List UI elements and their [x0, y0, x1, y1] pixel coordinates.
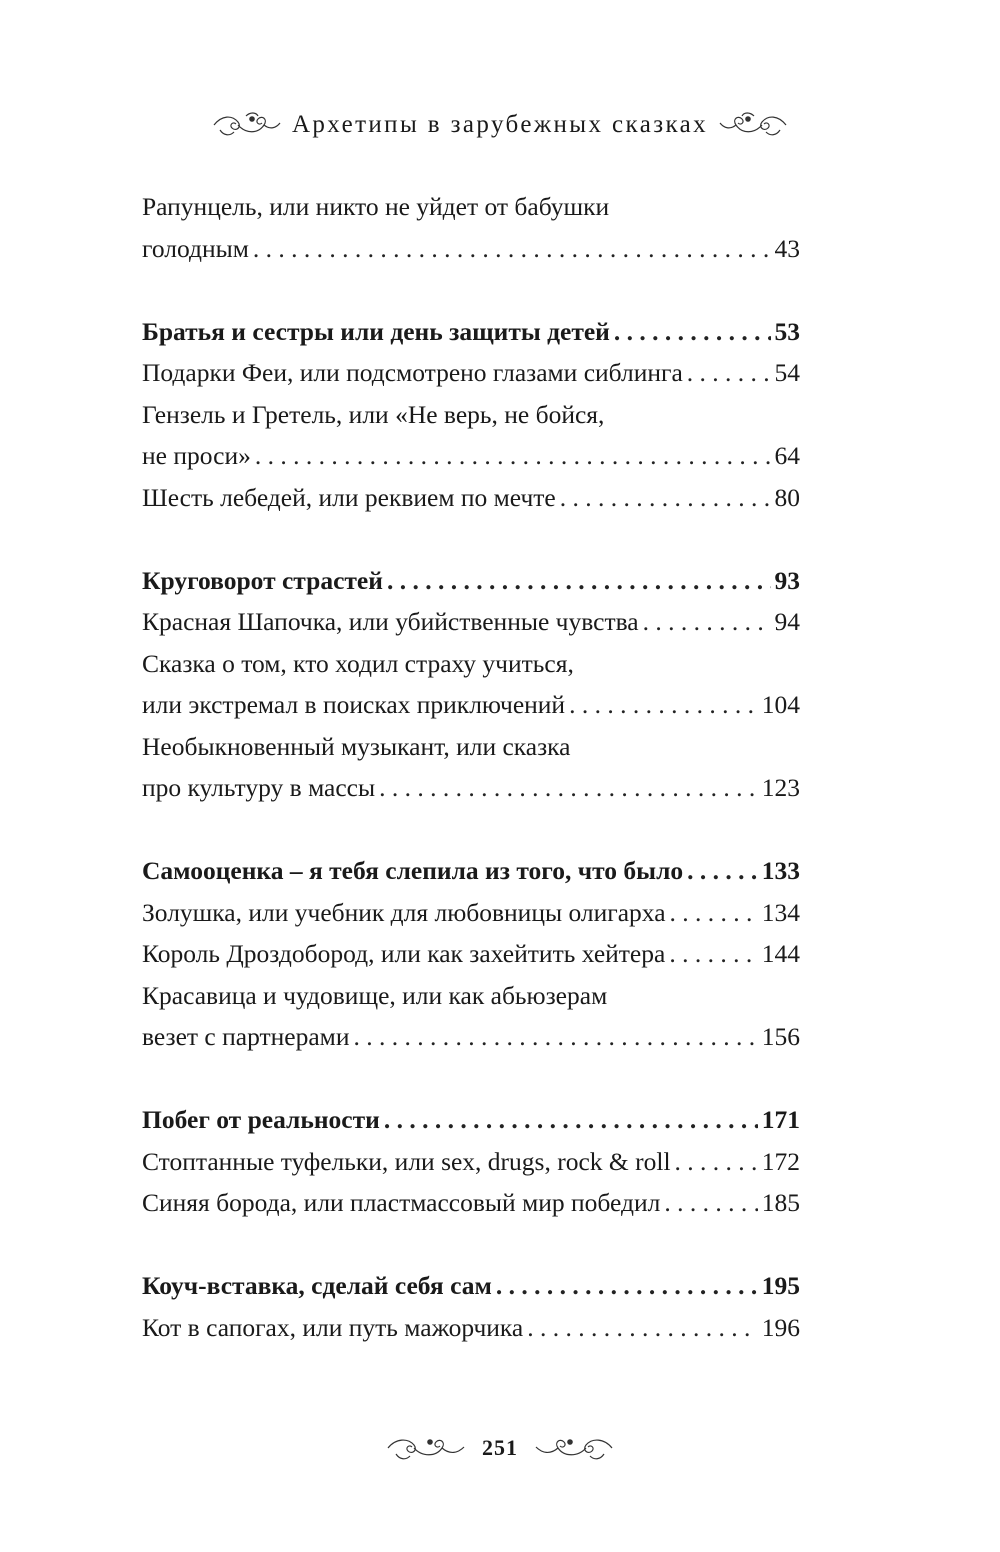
- toc-entry: [142, 892, 800, 934]
- dot-leader: [643, 601, 771, 643]
- toc-entry: [142, 394, 800, 436]
- toc-entry: [142, 1016, 800, 1058]
- dot-leader: [687, 352, 771, 394]
- ornament-left-icon: [212, 110, 282, 140]
- toc-page-number: 64: [774, 441, 800, 470]
- toc-section-heading: [142, 850, 800, 892]
- toc-entry-title: или экстремал в поисках приключений: [142, 690, 566, 719]
- toc-entry: [142, 975, 800, 1017]
- section-spacer: [142, 809, 800, 851]
- dot-leader: [253, 228, 771, 270]
- toc-entry-title: Стоптанные туфельки, или sex, drugs, rock & roll: [142, 1146, 671, 1176]
- toc-entry-title: Гензель и Гретель, или «Не верь, не бойся,: [142, 399, 605, 429]
- dot-leader: [387, 560, 771, 602]
- toc-entry-title: везет с партнерами: [142, 1022, 350, 1051]
- dot-leader: [675, 1141, 758, 1183]
- toc-entry-title: Шесть лебедей, или реквием по мечте: [142, 482, 556, 512]
- dot-leader: [670, 892, 758, 934]
- toc-entry-title: голодным: [142, 233, 249, 263]
- section-spacer: [142, 1224, 800, 1266]
- toc-entry: [142, 352, 800, 394]
- toc-entry: [142, 435, 800, 477]
- toc-entry-title: про культуру в массы: [142, 773, 376, 802]
- toc-page-number: 93: [774, 565, 800, 595]
- toc-entry: [142, 1141, 800, 1183]
- page-footer: [0, 1428, 1000, 1468]
- toc-entry: [142, 726, 800, 768]
- toc-page-number: 134: [761, 897, 800, 927]
- toc-entry: [142, 933, 800, 975]
- running-header: [0, 100, 1000, 150]
- ornament-right-icon: [534, 1433, 614, 1463]
- dot-leader: [353, 1016, 757, 1058]
- toc-entry: [142, 477, 800, 519]
- toc-page-number: 54: [774, 358, 800, 387]
- page-number: 251: [482, 1435, 518, 1460]
- toc-page-number: 195: [761, 1271, 800, 1300]
- dot-leader: [569, 684, 758, 726]
- toc-entry-title: Красавица и чудовище, или как абьюзерам: [142, 980, 608, 1010]
- ornament-left-icon: [386, 1433, 466, 1463]
- toc-entry: [142, 767, 800, 809]
- toc-page-number: 94: [774, 607, 800, 636]
- toc-page-number: 144: [761, 939, 800, 968]
- toc-page-number: 43: [774, 233, 800, 263]
- toc-page-number: 196: [761, 1312, 800, 1342]
- section-spacer: [142, 1058, 800, 1100]
- toc-page-number: 80: [774, 482, 800, 512]
- toc-entry-title: Самооценка – я тебя слепила из того, что было: [142, 856, 684, 885]
- toc-entry-title: Братья и сестры или день защиты детей: [142, 316, 610, 346]
- dot-leader: [527, 1307, 758, 1349]
- dot-leader: [560, 477, 771, 519]
- toc-page-number: 172: [761, 1146, 800, 1176]
- toc-entry-title: Побег от реальности: [142, 1105, 380, 1134]
- toc-entry-title: Необыкновенный музыкант, или сказка: [142, 731, 571, 761]
- section-spacer: [142, 518, 800, 560]
- toc-entry: [142, 228, 800, 270]
- dot-leader: [379, 767, 758, 809]
- toc-section-heading: [142, 1265, 800, 1307]
- header-title: Архетипы в зарубежных сказках: [291, 111, 709, 138]
- toc-page-number: 156: [761, 1022, 800, 1051]
- dot-leader: [614, 311, 771, 353]
- toc-entry: [142, 684, 800, 726]
- toc-entry-title: Сказка о том, кто ходил страху учиться,: [142, 648, 574, 678]
- dot-leader: [664, 1182, 757, 1224]
- toc-entry-title: Красная Шапочка, или убийственные чувства: [142, 607, 639, 636]
- toc-entry: [142, 1182, 800, 1224]
- toc-entry-title: Золушка, или учебник для любовницы олигарха: [142, 897, 666, 927]
- toc-entry-title: не проси»: [142, 441, 251, 470]
- toc-entry: [142, 186, 800, 228]
- toc-section-heading: [142, 311, 800, 353]
- dot-leader: [255, 435, 771, 477]
- toc-section-heading: [142, 560, 800, 602]
- toc-page-number: 185: [761, 1188, 800, 1217]
- toc-section-heading: [142, 1099, 800, 1141]
- toc-entry-title: Король Дроздобород, или как захейтить хейтера: [142, 939, 666, 968]
- toc-entry: [142, 1307, 800, 1349]
- toc-entry: [142, 601, 800, 643]
- toc-entry-title: Рапунцель, или никто не уйдет от бабушки: [142, 192, 610, 221]
- toc-entry-title: Кот в сапогах, или путь мажорчика: [142, 1312, 524, 1342]
- dot-leader: [687, 850, 758, 892]
- dot-leader: [669, 933, 757, 975]
- dot-leader: [496, 1265, 758, 1307]
- toc-page-number: 171: [761, 1105, 800, 1134]
- toc-entry-title: Подарки Феи, или подсмотрено глазами сиблинга: [142, 358, 683, 387]
- toc-page-number: 104: [761, 690, 800, 719]
- toc-page-number: 123: [761, 773, 800, 802]
- toc-entry-title: Круговорот страстей: [142, 565, 383, 595]
- toc-entry-title: Синяя борода, или пластмассовый мир победил: [142, 1188, 661, 1217]
- dot-leader: [384, 1099, 758, 1141]
- ornament-right-icon: [718, 110, 788, 140]
- section-spacer: [142, 269, 800, 311]
- toc-entry-title: Коуч-вставка, сделай себя сам: [142, 1271, 492, 1300]
- table-of-contents: [142, 186, 800, 1348]
- toc-page-number: 53: [774, 316, 800, 346]
- toc-entry: [142, 643, 800, 685]
- toc-page-number: 133: [761, 856, 800, 885]
